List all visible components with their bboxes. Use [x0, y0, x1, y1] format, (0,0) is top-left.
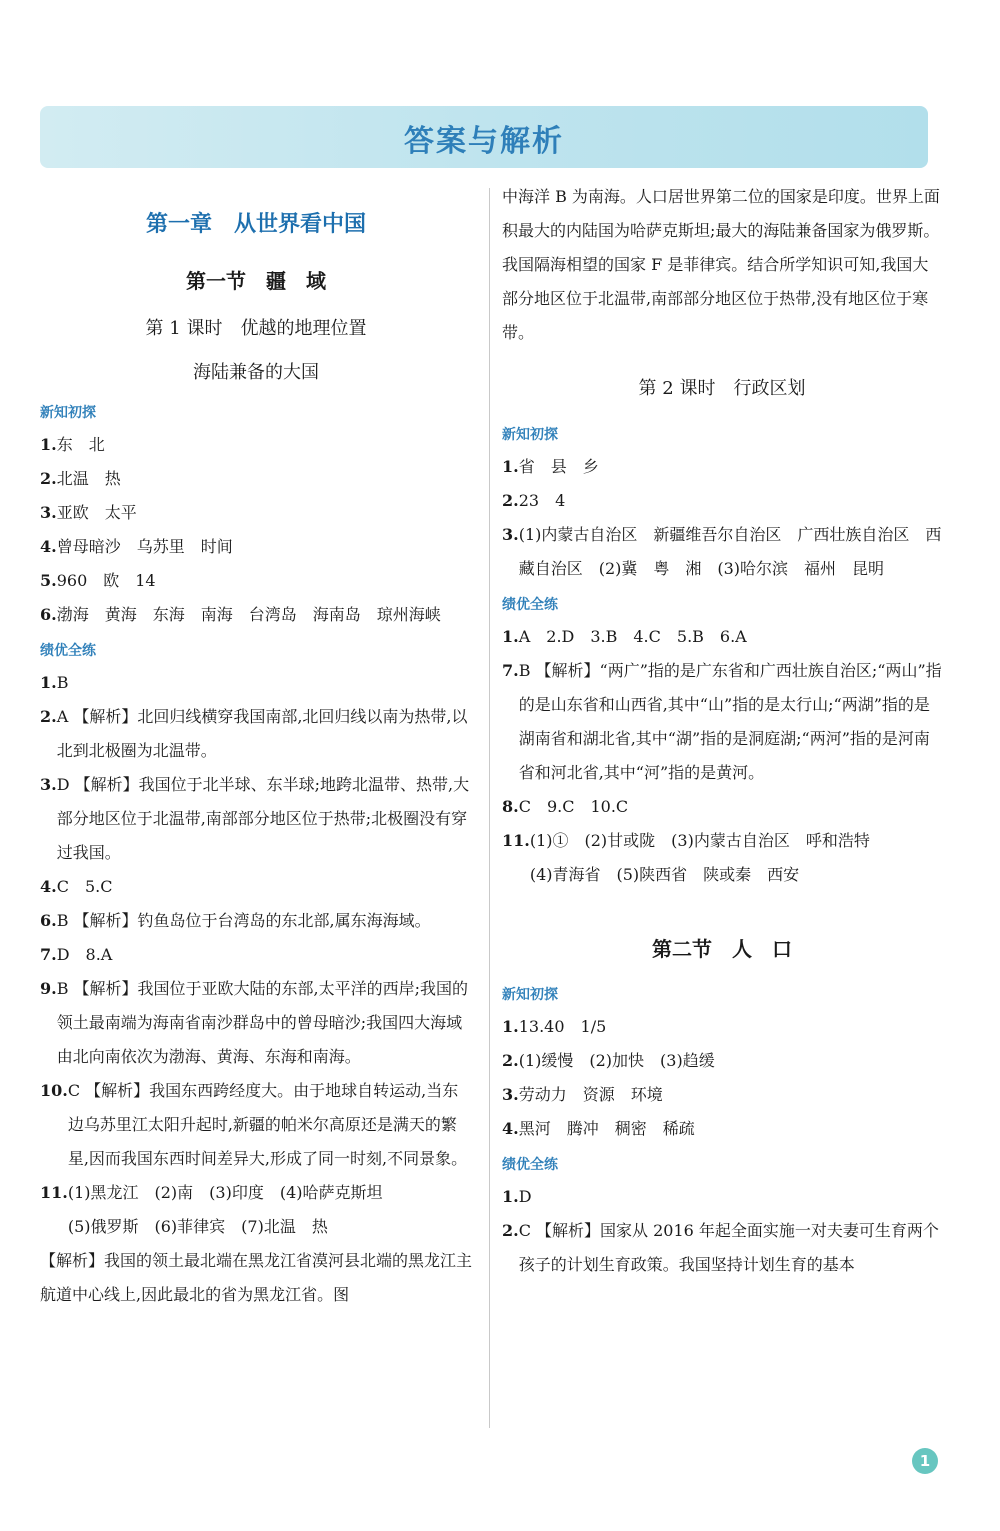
header-banner: [40, 106, 928, 168]
section-title: 第一节 疆 域: [186, 269, 326, 293]
left-column: [40, 196, 472, 1312]
right-column: [502, 180, 942, 1282]
xinzhi-label: 新知初探: [40, 405, 96, 421]
xinzhi-label: 新知初探: [502, 987, 558, 1003]
answer-item: 3. (1)内蒙古自治区 新疆维吾尔自治区 广西壮族自治区 西藏自治区 (2)冀 粤 湘 (3)哈尔滨 福州 昆明: [502, 525, 942, 578]
answer-item: 7. D 8.A: [40, 945, 113, 964]
answer-item: 9. B 【解析】我国位于亚欧大陆的东部,太平洋的西岸;我国的领土最南端为海南省南沙群岛中的曾母暗沙;我国四大海域由北向南依次为渤海、黄海、东海和南海。: [40, 979, 469, 1066]
answer-item: 2. A 【解析】北回归线横穿我国南部,北回归线以南为热带,以北到北极圈为北温带。: [40, 707, 468, 760]
answer-item: 2. C 【解析】国家从 2016 年起全面实施一对夫妻可生育两个孩子的计划生育政策。我国坚持计划生育的基本: [502, 1221, 939, 1274]
answer-item: 6. 渤海 黄海 东海 南海 台湾岛 海南岛 琼州海峡: [40, 605, 441, 624]
xinzhi-label: 新知初探: [502, 427, 558, 443]
answer-item: 1. 13.40 1/5: [502, 1017, 607, 1036]
answer-item: 3. 劳动力 资源 环境: [502, 1085, 663, 1104]
jiyou-label: 绩优全练: [40, 643, 96, 659]
answer-item: 3. 亚欧 太平: [40, 503, 137, 522]
lesson-subtitle: 海陆兼备的大国: [193, 362, 319, 383]
answer-item: 1. 东 北: [40, 435, 105, 454]
section-title: 第二节 人 口: [652, 937, 792, 961]
answer-item: 1. 省 县 乡: [502, 457, 599, 476]
answer-item: 8. C 9.C 10.C: [502, 797, 629, 816]
answer-item: 7. B 【解析】“两广”指的是广东省和广西壮族自治区;“两山”指的是山东省和山西省,其中“山”指的是太行山;“两湖”指的是湖南省和湖北省,其中“湖”指的是洞庭湖;“两河”指的是河南省和河北省,其中“河”指的是黄河。: [502, 661, 942, 782]
answer-item: 1. D: [502, 1187, 532, 1206]
answer-item: 11. (1)黑龙江 (2)南 (3)印度 (4)哈萨克斯坦 (5)俄罗斯 (6)菲律宾 (7)北温 热: [40, 1183, 383, 1236]
answer-item: 10. C 【解析】我国东西跨经度大。由于地球自转运动,当东边乌苏里江太阳升起时,新疆的帕米尔高原还是满天的繁星,因而我国东西时间差异大,形成了同一时刻,不同景象。: [40, 1081, 468, 1168]
jiyou-label: 绩优全练: [502, 1157, 558, 1173]
chapter-title: 第一章 从世界看中国: [145, 212, 366, 237]
analysis-paragraph: 【解析】我国的领土最北端在黑龙江省漠河县北端的黑龙江主航道中心线上,因此最北的省为黑龙江省。图: [40, 1251, 473, 1304]
answer-item: 5. 960 欧 14: [40, 571, 156, 590]
continued-paragraph: 中海洋 B 为南海。人口居世界第二位的国家是印度。世界上面积最大的内陆国为哈萨克斯坦;最大的海陆兼备国家为俄罗斯。我国隔海相望的国家 F 是菲律宾。结合所学知识可知,我国大部分地区位于北温带,南部部分地区位于热带,没有地区位于寒带。: [502, 187, 940, 342]
answer-item: 4. 黑河 腾冲 稠密 稀疏: [502, 1119, 695, 1138]
lesson-title: 第 1 课时 优越的地理位置: [145, 318, 367, 339]
answer-item: 11. (1)① (2)甘或陇 (3)内蒙古自治区 呼和浩特 (4)青海省 (5)陕西省 陕或秦 西安: [502, 831, 870, 884]
banner-title: 答案与解析: [404, 124, 564, 159]
answer-item: 6. B 【解析】钓鱼岛位于台湾岛的东北部,属东海海域。: [40, 911, 431, 930]
answer-item: 3. D 【解析】我国位于北半球、东半球;地跨北温带、热带,大部分地区位于北温带,南部部分地区位于热带;北极圈没有穿过我国。: [40, 775, 470, 862]
answer-item: 1. B: [40, 673, 69, 692]
jiyou-label: 绩优全练: [502, 597, 558, 613]
answer-item: 4. C 5.C: [40, 877, 113, 896]
answer-item: 2. 23 4: [502, 491, 566, 510]
answer-item: 2. (1)缓慢 (2)加快 (3)趋缓: [502, 1051, 715, 1070]
answer-item: 2. 北温 热: [40, 469, 121, 488]
lesson-title: 第 2 课时 行政区划: [638, 378, 806, 399]
answer-item: 1. A 2.D 3.B 4.C 5.B 6.A: [502, 627, 747, 646]
answer-item: 4. 曾母暗沙 乌苏里 时间: [40, 537, 233, 556]
page-number: 1: [912, 1448, 938, 1474]
column-divider: [489, 188, 490, 1428]
